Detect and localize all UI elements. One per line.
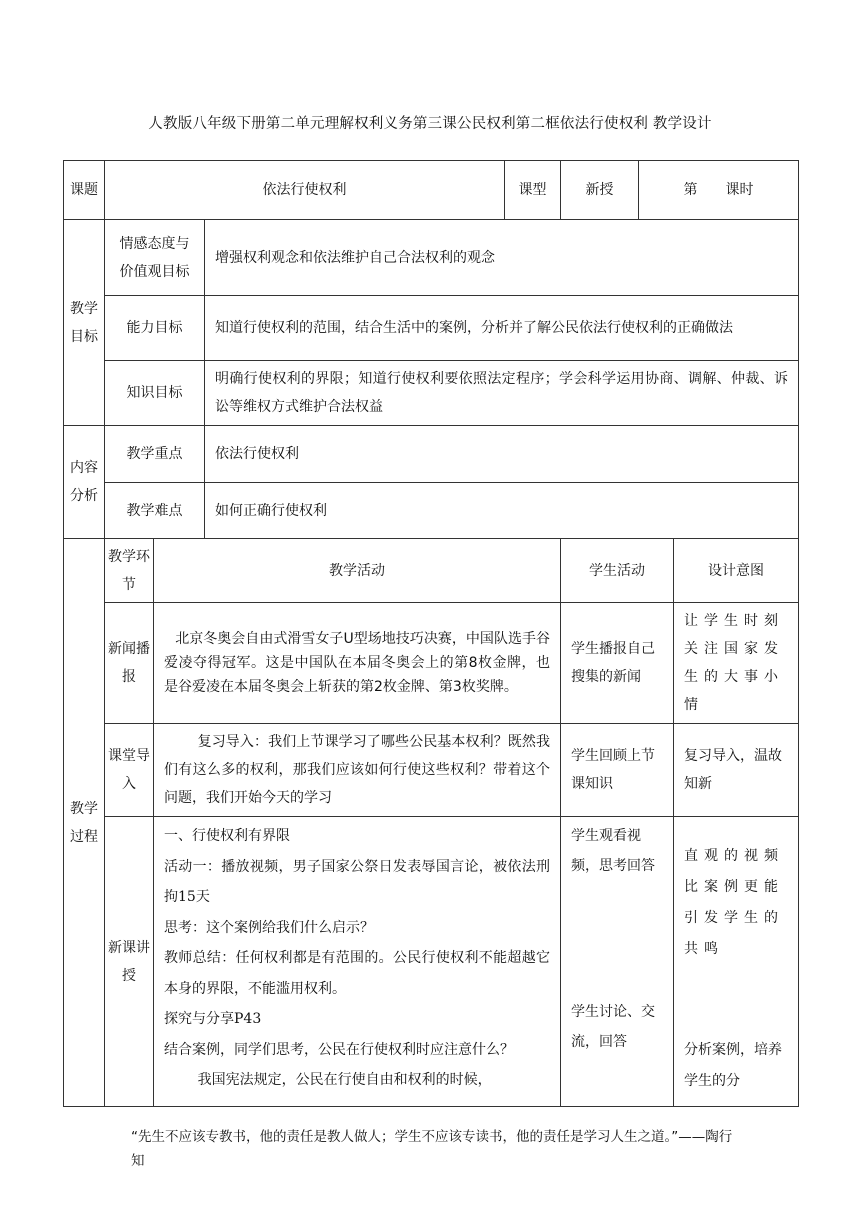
teacher-line: 一、行使权利有界限 [164,828,290,844]
teacher-line: 我国宪法规定，公民在行使自由和权利的时候， [197,1072,492,1088]
analysis-label: 教学重点 [105,426,205,483]
design-intent: 复习导入，温故知新 [674,724,799,817]
objective-text: 明确行使权利的界限；知道行使权利要依照法定程序；学会科学运用协商、调解、仲裁、诉讼等维权方式维护合法权益 [205,361,799,426]
design-intent: 让学生时刻关注国家发生的大事小情 [674,603,799,724]
process-row [64,817,799,1107]
type-value: 新授 [561,161,639,220]
teacher-line: 探究与分享P43 [164,1011,262,1027]
objective-row [64,220,799,296]
teacher-line: 活动一：播放视频，男子国家公祭日发表辱国言论，被依法刑拘15天 [164,858,551,905]
teacher-line: 结合案例，同学们思考，公民在行使权利时应注意什么？ [164,1041,514,1058]
objective-row [64,361,799,426]
spacer [684,821,788,841]
student-line: 学生观看视频，思考回答 [571,828,656,874]
teacher-activity [154,817,561,1107]
teacher-activity: 北京冬奥会自由式滑雪女子U型场地技巧决赛，中国队选手谷爱凌夺得冠军。这是中国队在本届冬奥会上的第8枚金牌，也是谷爱凌在本届冬奥会上斩获的第2枚金牌、第3枚奖牌。 [154,603,561,724]
teacher-line: 教师总结：任何权利都是有范围的。公民行使权利不能超越它本身的界限，不能滥用权利。 [164,950,551,997]
document-title: 人教版八年级下册第二单元理解权利义务第三课公民权利第二框依法行使权利 教学设计 [148,116,712,132]
analysis-label: 教学难点 [105,483,205,539]
spacer [571,881,663,997]
stage-header: 教学环节 [105,539,154,603]
student-activity: 学生回顾上节课知识 [561,724,674,817]
footer-quote: “先生不应该专教书，他的责任是教人做人；学生不应该专读书，他的责任是学习人生之道。”——陶行知 [131,1129,733,1169]
analysis-text: 如何正确行使权利 [205,483,799,539]
analysis-section-label: 内容分析 [64,426,105,539]
process-row [64,603,799,724]
spacer [684,965,788,1035]
design-intent [674,817,799,1107]
header-row [64,161,799,220]
stage-label: 新课讲授 [105,817,154,1107]
process-section-label: 教学过程 [64,539,105,1107]
period-label: 第 课时 [639,161,799,220]
objective-label: 知识目标 [105,361,205,426]
teacher-line: 思考：这个案例给我们什么启示？ [164,919,374,936]
objective-text: 知道行使权利的范围，结合生活中的案例，分析并了解公民依法行使权利的正确做法 [205,296,799,361]
stage-label: 课堂导入 [105,724,154,817]
objective-text: 增强权利观念和依法维护自己合法权利的观念 [205,220,799,296]
intent-line: 直观的视频比案例更能引发学生的共鸣 [684,848,785,957]
teacher-activity: 复习导入：我们上节课学习了哪些公民基本权利？既然我们有这么多的权利，那我们应该如何行使这些权利？带着这个问题，我们开始今天的学习 [154,724,561,817]
objective-label: 能力目标 [105,296,205,361]
teacher-activity-header: 教学活动 [154,539,561,603]
lesson-plan-table [63,160,799,1107]
type-label: 课型 [505,161,561,220]
student-activity: 学生播报自己搜集的新闻 [561,603,674,724]
analysis-text: 依法行使权利 [205,426,799,483]
stage-label: 新闻播报 [105,603,154,724]
analysis-row [64,483,799,539]
process-row [64,724,799,817]
objective-label: 情感态度与价值观目标 [105,220,205,296]
intent-line: 分析案例，培养学生的分 [684,1042,783,1089]
student-activity-header: 学生活动 [561,539,674,603]
intent-header: 设计意图 [674,539,799,603]
objectives-section-label: 教学目标 [64,220,105,426]
analysis-row [64,426,799,483]
objective-row [64,296,799,361]
student-activity [561,817,674,1107]
topic-label: 课题 [64,161,105,220]
topic-value: 依法行使权利 [105,161,505,220]
student-line: 学生讨论、交流，回答 [571,1004,656,1050]
process-header-row [64,539,799,603]
